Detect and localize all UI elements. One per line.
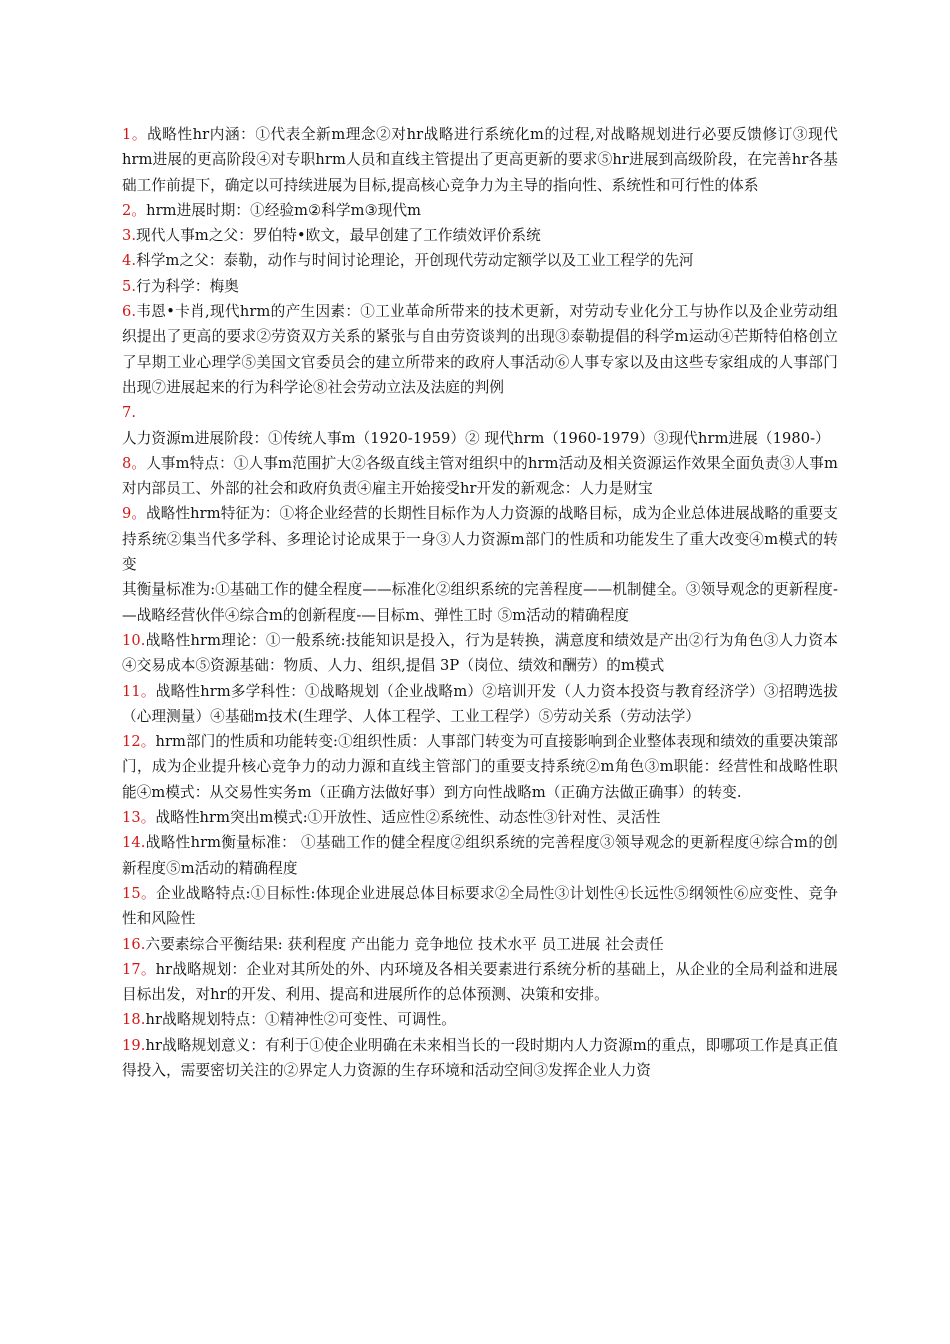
item-number: 5.: [122, 277, 137, 295]
item-number: 18.: [122, 1011, 146, 1029]
item-text: 战略性hr内涵：①代表全新m理念②对hr战略进行系统化m的过程,对战略规划进行必要反馈修订③现代hrm进展的更高阶段④对专职hrm人员和直线主管提出了更高更新的要求⑤hr进展到高级阶段，在完善hr各基础工作前提下，确定以可持续进展为目标,提高核心竞争力为主导的指向性、系统性和可行性的体系: [122, 126, 838, 194]
list-item: [122, 881, 838, 932]
item-number: 9。: [122, 505, 147, 523]
item-number: 13。: [122, 809, 156, 827]
item-number: 19.: [122, 1036, 146, 1054]
list-item: [122, 223, 838, 248]
list-item: [122, 274, 838, 299]
item-number: 3.: [122, 227, 137, 245]
list-item: [122, 248, 838, 273]
document-page: [122, 122, 838, 1083]
item-number: 16.: [122, 935, 146, 953]
item-text: 其衡量标准为:①基础工作的健全程度——标准化②组织系统的完善程度——机制健全。③领导观念的更新程度-—战略经营伙伴④综合m的创新程度-—目标m、弹性工时 ⑤m活动的精确程度: [122, 581, 838, 624]
item-number: 4.: [122, 252, 137, 270]
item-text: 六要素综合平衡结果: 获利程度 产出能力 竞争地位 技术水平 员工进展 社会责任: [145, 935, 664, 953]
item-number: 11。: [122, 682, 156, 700]
list-item: [122, 198, 838, 223]
item-number: 7.: [122, 404, 137, 422]
item-text: hr战略规划：企业对其所处的外、内环境及各相关要素进行系统分析的基础上，从企业的全局利益和进展目标出发，对hr的开发、利用、提高和进展所作的总体预测、决策和安排。: [122, 960, 838, 1004]
item-number: 14.: [122, 834, 146, 852]
item-number: 17。: [122, 960, 156, 978]
list-item: [122, 729, 838, 805]
item-text: hr战略规划特点：①精神性②可变性、可调性。: [145, 1011, 456, 1029]
item-number: 12。: [122, 733, 156, 751]
list-item: [122, 805, 838, 830]
item-number: 1。: [122, 126, 148, 143]
list-item: [122, 830, 838, 881]
list-item: [122, 932, 838, 957]
item-text: 韦恩•卡肖,现代hrm的产生因素：①工业革命所带来的技术更新，对劳动专业化分工与协作以及企业劳动组织提出了更高的要求②劳资双方关系的紧张与自由劳资谈判的出现③泰勒提倡的科学m运动④芒斯特伯格创立了早期工业心理学⑤美国文官委员会的建立所带来的政府人事活动⑥人事专家以及由这些专家组成的人事部门出现⑦进展起来的行为科学论⑧社会劳动立法及法庭的判例: [122, 303, 838, 396]
item-text: 人事m特点：①人事m范围扩大②各级直线主管对组织中的hrm活动及相关资源运作效果全面负责③人事m对内部员工、外部的社会和政府负责④雇主开始接受hr开发的新观念：人力是财宝: [122, 454, 838, 498]
item-number: 10.: [122, 631, 146, 649]
item-text: 企业战略特点:①目标性:体现企业进展总体目标要求②全局性③计划性④长远性⑤纲领性⑥应变性、竞争性和风险性: [122, 884, 838, 928]
item-text: hrm部门的性质和功能转变:①组织性质：人事部门转变为可直接影响到企业整体表现和绩效的重要决策部门，成为企业提升核心竞争力的动力源和直线主管部门的重要支持系统②m角色③m职能：经营性和战略性职能④m模式：从交易性实务m（正确方法做好事）到方向性战略m（正确方法做正确事）的转变.: [122, 733, 838, 801]
item-text: hrm进展时期：①经验m②科学m③现代m: [146, 201, 422, 219]
item-number: 2。: [122, 201, 147, 219]
item-text: 行为科学：梅奥: [136, 277, 239, 295]
item-text: 战略性hrm特征为：①将企业经营的长期性目标作为人力资源的战略目标，成为企业总体进展战略的重要支持系统②集当代多学科、多理论讨论成果于一身③人力资源m部门的性质和功能发生了重大改变④m模式的转变: [122, 505, 838, 574]
list-item: [122, 400, 838, 451]
list-item: [122, 122, 838, 198]
list-item: [122, 679, 838, 730]
item-text: hr战略规划意义：有利于①使企业明确在未来相当长的一段时期内人力资源m的重点，即哪项工作是真正值得投入，需要密切关注的②界定人力资源的生存环境和活动空间③发挥企业人力资: [122, 1036, 838, 1079]
item-text: 战略性hrm多学科性：①战略规划（企业战略m）②培训开发（人力资本投资与教育经济学）③招聘选拔（心理测量）④基础m技术(生理学、人体工程学、工业工程学）⑤劳动关系（劳动法学）: [122, 682, 839, 725]
item-text: 战略性hrm衡量标准： ①基础工作的健全程度②组织系统的完善程度③领导观念的更新程度④综合m的创新程度⑤m活动的精确程度: [122, 834, 838, 877]
item-number: 15。: [122, 884, 156, 902]
item-text: 战略性hrm理论：①一般系统:技能知识是投入，行为是转换，满意度和绩效是产出②行为角色③人力资本④交易成本⑤资源基础：物质、人力、组织,提倡 3P（岗位、绩效和酬劳）的m模式: [122, 631, 838, 675]
item-text: 战略性hrm突出m模式:①开放性、适应性②系统性、动态性③针对性、灵活性: [155, 809, 661, 827]
list-item: [122, 299, 838, 400]
list-item: [122, 501, 838, 577]
list-item: [122, 451, 838, 502]
item-number: 6.: [122, 303, 137, 321]
list-item: [122, 628, 838, 679]
item-text: 科学m之父：泰勒，动作与时间讨论理论，开创现代劳动定额学以及工业工程学的先河: [136, 252, 694, 270]
list-item: [122, 1033, 838, 1084]
item-text: 现代人事m之父：罗伯特•欧文，最早创建了工作绩效评价系统: [136, 227, 541, 245]
item-text: 人力资源m进展阶段：①传统人事m（1920-1959）② 现代hrm（1960-1979）③现代hrm进展（1980-）: [122, 429, 830, 447]
list-item: [122, 957, 838, 1008]
list-item: [122, 577, 838, 628]
item-number: 8。: [122, 454, 147, 472]
list-item: [122, 1007, 838, 1032]
